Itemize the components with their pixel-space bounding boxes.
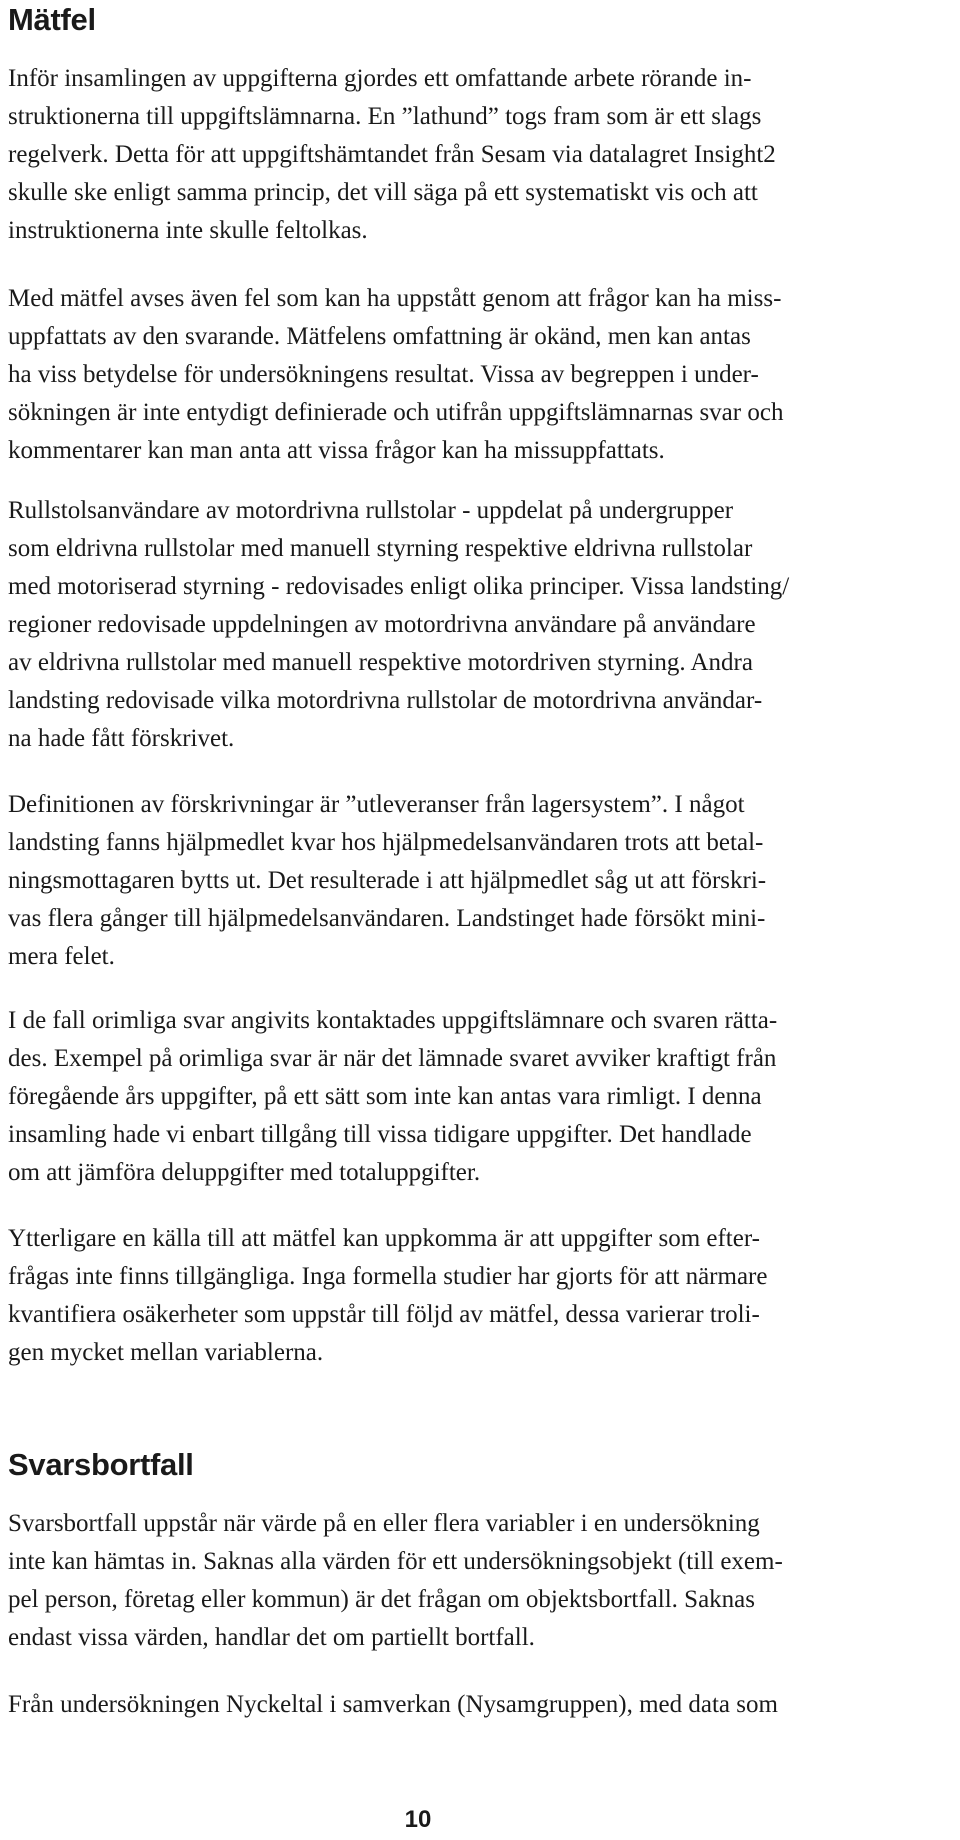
text-line: om att jämföra deluppgifter med totaluppgifter. [8,1159,481,1186]
text-line: I de fall orimliga svar angivits kontaktades uppgiftslämnare och svaren rätta- [8,1007,778,1034]
paragraph-text [8,1220,952,1372]
text-line: gen mycket mellan variablerna. [8,1339,324,1366]
paragraph [8,1002,952,1192]
text-line: av eldrivna rullstolar med manuell respektive motordriven styrning. Andra [8,649,753,676]
paragraph-text [8,280,952,470]
paragraph [8,786,952,976]
text-line: uppfattats av den svarande. Mätfelens omfattning är okänd, men kan antas [8,323,751,350]
paragraph-text [8,60,952,250]
page-number: 10 [404,1806,432,1833]
text-line: Ytterligare en källa till att mätfel kan uppkomma är att uppgifter som efter- [8,1225,761,1252]
text-line: föregående års uppgifter, på ett sätt som inte kan antas vara rimligt. I denna [8,1083,762,1110]
text-line: pel person, företag eller kommun) är det frågan om objektsbortfall. Saknas [8,1586,755,1613]
paragraph [8,1505,952,1657]
text-line: ha viss betydelse för undersökningens resultat. Vissa av begreppen i under- [8,361,759,388]
paragraph-text [8,786,952,976]
text-line: inte kan hämtas in. Saknas alla värden för ett undersökningsobjekt (till exem- [8,1548,783,1575]
text-line: des. Exempel på orimliga svar är när det lämnade svaret avviker kraftigt från [8,1045,777,1072]
text-line: Från undersökningen Nyckeltal i samverkan (Nysamgruppen), med data som [8,1691,778,1718]
text-line: instruktionerna inte skulle feltolkas. [8,217,368,244]
text-line: regioner redovisade uppdelningen av motordrivna användare på användare [8,611,756,638]
text-line: mera felet. [8,943,115,970]
text-line: Rullstolsanvändare av motordrivna rullstolar - uppdelat på undergrupper [8,497,734,524]
text-line: landsting fanns hjälpmedlet kvar hos hjälpmedelsanvändaren trots att betal- [8,829,764,856]
text-line: Med mätfel avses även fel som kan ha uppstått genom att frågor kan ha miss- [8,285,782,312]
text-line: frågas inte finns tillgängliga. Inga formella studier har gjorts för att närmare [8,1263,768,1290]
paragraph-text [8,1002,952,1192]
text-line: vas flera gånger till hjälpmedelsanvändaren. Landstinget hade försökt mini- [8,905,766,932]
text-line: struktionerna till uppgiftslämnarna. En ”lathund” togs fram som är ett slags [8,103,762,130]
paragraph-text [8,492,952,758]
text-line: skulle ske enligt samma princip, det vill säga på ett systematiskt vis och att [8,179,758,206]
text-line: regelverk. Detta för att uppgiftshämtandet från Sesam via datalagret Insight2 [8,141,776,168]
text-line: kvantifiera osäkerheter som uppstår till följd av mätfel, dessa varierar troli- [8,1301,760,1328]
text-line: Inför insamlingen av uppgifterna gjordes ett omfattande arbete rörande in- [8,65,752,92]
paragraph [8,60,952,250]
text-line: insamling hade vi enbart tillgång till vissa tidigare uppgifter. Det handlade [8,1121,752,1148]
paragraph-text [8,1505,952,1657]
text-line: na hade fått förskrivet. [8,725,235,752]
text-line: med motoriserad styrning - redovisades enligt olika principer. Vissa landsting/ [8,573,790,600]
paragraph [8,280,952,470]
paragraph-text [8,1686,952,1724]
text-line: endast vissa värden, handlar det om partiellt bortfall. [8,1624,535,1651]
text-line: Definitionen av förskrivningar är ”utleveranser från lagersystem”. I något [8,791,745,818]
paragraph [8,1220,952,1372]
text-line: landsting redovisade vilka motordrivna rullstolar de motordrivna användar- [8,687,763,714]
text-line: kommentarer kan man anta att vissa frågor kan ha missuppfattats. [8,437,665,464]
text-line: sökningen är inte entydigt definierade och utifrån uppgiftslämnarnas svar och [8,399,784,426]
paragraph [8,1686,952,1724]
text-line: Svarsbortfall uppstår när värde på en eller flera variabler i en undersökning [8,1510,760,1537]
section-heading-svarsbortfall: Svarsbortfall [8,1447,194,1482]
paragraph [8,492,952,758]
section-heading-matfel: Mätfel [8,2,96,37]
text-line: ningsmottagaren bytts ut. Det resulterade i att hjälpmedlet såg ut att förskri- [8,867,767,894]
text-line: som eldrivna rullstolar med manuell styrning respektive eldrivna rullstolar [8,535,753,562]
